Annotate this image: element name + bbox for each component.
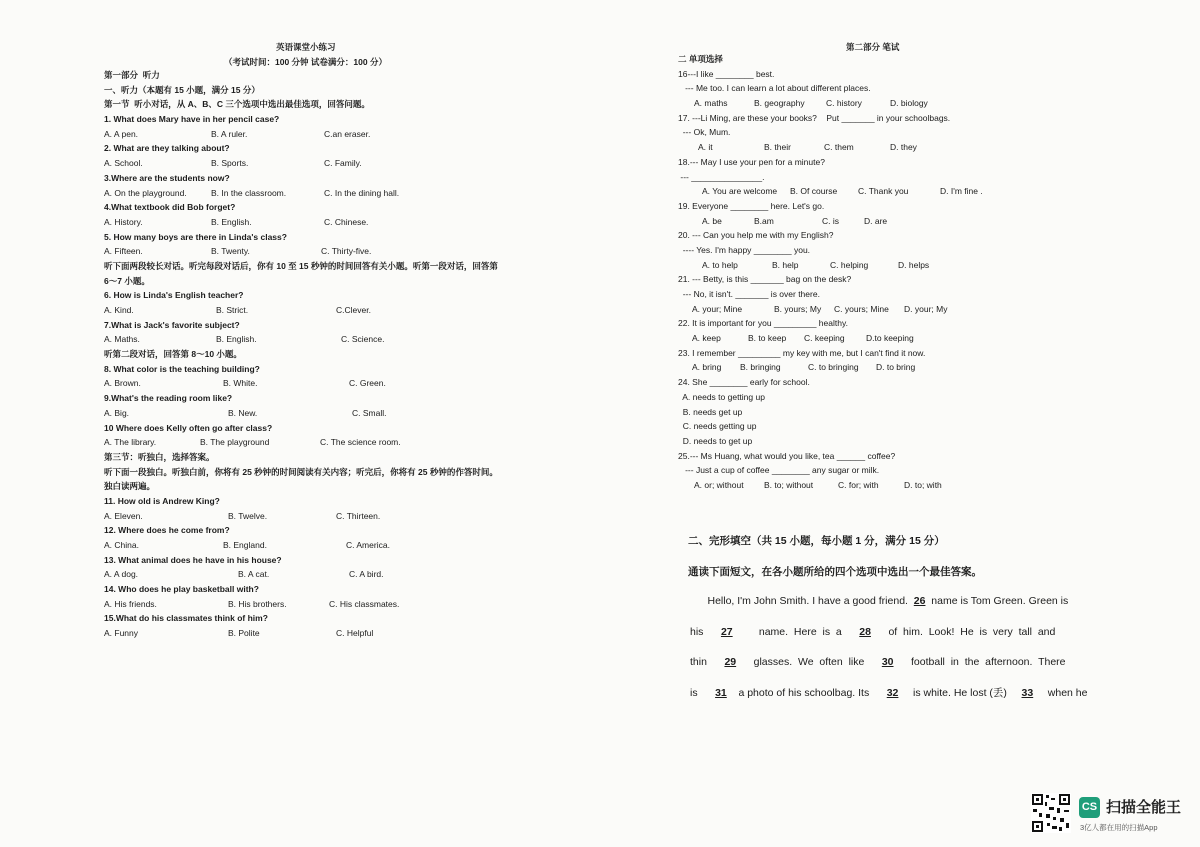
answer-option: B. bringing bbox=[740, 362, 781, 373]
answer-option: B. New. bbox=[228, 407, 258, 418]
question-text: 独白读两遍。 bbox=[104, 481, 156, 492]
option-row bbox=[104, 538, 524, 553]
blank-number: 33 bbox=[1021, 686, 1034, 699]
option-row bbox=[678, 140, 1118, 155]
answer-option: A. School. bbox=[104, 158, 143, 169]
text-line: 16---I like ________ best. bbox=[678, 68, 775, 79]
passage-line bbox=[690, 617, 1110, 648]
option-row bbox=[678, 96, 1118, 111]
answer-option: A. China. bbox=[104, 540, 139, 550]
passage-text: football in the afternoon. There bbox=[893, 656, 1066, 668]
option-row bbox=[678, 258, 1118, 273]
text-line: 25.--- Ms Huang, what would you like, tea ______ coffee? bbox=[678, 450, 896, 461]
answer-option: D. they bbox=[890, 142, 917, 153]
text-line: A. needs to getting up bbox=[678, 391, 765, 402]
answer-option: C. Thank you bbox=[858, 186, 909, 197]
question-text: 6. How is Linda's English teacher? bbox=[104, 290, 244, 301]
question-text: 二 单项选择 bbox=[678, 54, 723, 64]
answer-option: B. English. bbox=[216, 334, 257, 345]
option-row bbox=[678, 302, 1118, 317]
option-row bbox=[104, 376, 524, 391]
answer-option: A. it bbox=[698, 142, 713, 153]
text-line: --- _______________. bbox=[678, 171, 765, 182]
question-text: 第一节 听小对话，从 A、B、C 三个选项中选出最佳选项，回答问题。 bbox=[104, 99, 370, 110]
option-row bbox=[104, 567, 524, 582]
option-row bbox=[104, 215, 524, 230]
answer-option: C. Science. bbox=[341, 334, 385, 345]
answer-option: B. geography bbox=[754, 98, 805, 109]
answer-option: C. A bird. bbox=[349, 569, 384, 580]
answer-option: C. to bringing bbox=[808, 362, 859, 373]
question-text: 1. What does Mary have in her pencil case? bbox=[104, 114, 280, 125]
answer-option: B. In the classroom. bbox=[211, 187, 287, 198]
passage-text: name is Tom Green. Green is bbox=[925, 595, 1069, 607]
answer-option: B. The playground bbox=[200, 437, 270, 448]
passage-text: thin bbox=[690, 656, 725, 668]
passage-text: his bbox=[690, 625, 721, 638]
answer-option: A. His friends. bbox=[104, 598, 157, 609]
text-line: --- Me too. I can learn a lot about different places. bbox=[678, 83, 871, 94]
passage-line bbox=[690, 647, 1110, 678]
answer-option: D.to keeping bbox=[866, 333, 914, 344]
text-line: --- Just a cup of coffee ________ any sugar or milk. bbox=[678, 465, 880, 476]
option-row bbox=[104, 127, 524, 142]
answer-option: A. Fifteen. bbox=[104, 246, 143, 257]
answer-option: A. A pen. bbox=[104, 128, 139, 139]
answer-option: A. bring bbox=[692, 362, 722, 373]
answer-option: C. America. bbox=[346, 540, 390, 550]
answer-option: C. Family. bbox=[324, 158, 362, 169]
question-text: 第一部分 听力 bbox=[104, 70, 160, 80]
passage-text: is bbox=[690, 686, 716, 699]
answer-option: A. be bbox=[702, 215, 722, 226]
question-text: 13. What animal does he have in his house? bbox=[104, 554, 282, 565]
question-text: 15.What do his classmates think of him? bbox=[104, 613, 268, 624]
answer-option: C. them bbox=[824, 142, 854, 153]
option-row bbox=[104, 626, 524, 641]
question-text: 10 Where does Kelly often go after class? bbox=[104, 422, 273, 433]
answer-option: A. History. bbox=[104, 216, 143, 227]
single-choice-section bbox=[678, 52, 1118, 493]
option-row bbox=[104, 406, 524, 421]
answer-option: A. Big. bbox=[104, 407, 130, 418]
option-row bbox=[678, 360, 1118, 375]
answer-option: B. to; without bbox=[764, 479, 814, 490]
text-line: 20. --- Can you help me with my English? bbox=[678, 230, 834, 241]
answer-option: C. Thirteen. bbox=[336, 510, 381, 521]
answer-option: A. Brown. bbox=[104, 378, 141, 389]
answer-option: A. to help bbox=[702, 259, 738, 270]
question-text: 2. What are they talking about? bbox=[104, 143, 230, 154]
exam-info: （考试时间：100 分钟 试卷满分：100 分） bbox=[224, 57, 387, 67]
text-line: 18.--- May I use your pen for a minute? bbox=[678, 156, 825, 167]
answer-option: A. On the playground. bbox=[104, 187, 187, 198]
answer-option: C.an eraser. bbox=[324, 128, 371, 139]
text-line: --- Ok, Mum. bbox=[678, 127, 731, 138]
answer-option: C. yours; Mine bbox=[834, 303, 889, 314]
answer-option: C. helping bbox=[830, 259, 869, 270]
answer-option: D. your; My bbox=[904, 303, 948, 314]
answer-option: B. their bbox=[764, 142, 791, 153]
answer-option: A. keep bbox=[692, 333, 721, 344]
blank-number: 26 bbox=[913, 595, 926, 607]
listening-section bbox=[104, 68, 524, 641]
right-page-title: 第二部分 笔试 bbox=[846, 42, 900, 52]
text-line: 17. ---Li Ming, are these your books? Put _______ in your schoolbags. bbox=[678, 112, 951, 123]
answer-option: D. helps bbox=[898, 259, 930, 270]
answer-option: C. The science room. bbox=[320, 437, 401, 448]
answer-option: C. Helpful bbox=[336, 628, 374, 639]
camscanner-logo: CS bbox=[1079, 797, 1100, 818]
passage-text: when he bbox=[1033, 686, 1088, 699]
answer-option: C. keeping bbox=[804, 333, 845, 344]
cloze-heading: 二、完形填空（共 15 小题，每小题 1 分，满分 15 分） bbox=[688, 535, 945, 547]
answer-option: B. Polite bbox=[228, 628, 260, 639]
answer-option: A. Maths. bbox=[104, 334, 140, 345]
option-row bbox=[104, 435, 524, 450]
answer-option: A. Kind. bbox=[104, 305, 134, 315]
left-page-title: 英语课堂小练习 bbox=[276, 42, 336, 52]
answer-option: A. or; without bbox=[694, 479, 744, 490]
answer-option: D. are bbox=[864, 215, 888, 226]
question-text: 听第二段对话，回答第 8～10 小题。 bbox=[104, 349, 242, 360]
answer-option: B. England. bbox=[223, 540, 267, 550]
option-row bbox=[678, 214, 1118, 229]
app-tagline: 3亿人都在用的扫描App bbox=[1080, 823, 1158, 832]
text-line: D. needs to get up bbox=[678, 435, 753, 446]
blank-number: 29 bbox=[724, 656, 737, 668]
answer-option: C. is bbox=[822, 215, 839, 226]
answer-option: B. yours; My bbox=[774, 303, 822, 314]
blank-number: 31 bbox=[715, 686, 727, 699]
question-text: 12. Where does he come from? bbox=[104, 525, 230, 536]
passage-line bbox=[690, 586, 1110, 617]
answer-option: C. for; with bbox=[838, 479, 879, 490]
answer-option: B. help bbox=[772, 259, 799, 270]
answer-option: A. You are welcome bbox=[702, 186, 778, 197]
answer-option: B. to keep bbox=[748, 333, 787, 344]
option-row bbox=[104, 186, 524, 201]
answer-option: C. His classmates. bbox=[329, 598, 400, 609]
text-line: C. needs getting up bbox=[678, 421, 757, 432]
answer-option: A. Funny bbox=[104, 628, 139, 639]
answer-option: D. to; with bbox=[904, 479, 942, 490]
option-row bbox=[104, 509, 524, 524]
answer-option: A. Eleven. bbox=[104, 510, 143, 521]
answer-option: C. history bbox=[826, 98, 862, 109]
answer-option: B. A cat. bbox=[238, 569, 270, 580]
text-line: 24. She ________ early for school. bbox=[678, 377, 810, 388]
question-text: 听下面一段独白。听独白前，你将有 25 秒钟的时间阅读有关内容；听完后，你将有 25 秒钟的作答时间。 bbox=[104, 466, 498, 477]
qr-code-icon bbox=[1031, 793, 1071, 833]
answer-option: B. His brothers. bbox=[228, 598, 287, 609]
question-text: 一、听力（本题有 15 小题，满分 15 分） bbox=[104, 84, 260, 95]
option-row bbox=[104, 332, 524, 347]
passage-text: a photo of his schoolbag. Its bbox=[726, 686, 887, 699]
passage-text: Hello, I'm John Smith. I have a good friend. bbox=[690, 595, 914, 607]
text-line: 22. It is important for you _________ healthy. bbox=[678, 318, 848, 329]
text-line: 19. Everyone ________ here. Let's go. bbox=[678, 200, 825, 211]
question-text: 5. How many boys are there in Linda's class? bbox=[104, 231, 287, 242]
blank-number: 30 bbox=[881, 656, 894, 668]
answer-option: C. Chinese. bbox=[324, 216, 369, 227]
answer-option: B. English. bbox=[211, 216, 252, 227]
blank-number: 32 bbox=[886, 686, 899, 699]
question-text: 6～7 小题。 bbox=[104, 275, 150, 286]
question-text: 听下面两段较长对话。听完每段对话后，你有 10 至 15 秒钟的时间回答有关小题。听第一段对话，回答第 bbox=[104, 260, 498, 271]
passage-text: is white. He lost (丢) bbox=[898, 686, 1022, 699]
passage-text: name. Here is a bbox=[732, 625, 860, 638]
answer-option: C.Clever. bbox=[336, 305, 371, 315]
question-text: 第三节：听独白，选择答案。 bbox=[104, 451, 215, 462]
option-row bbox=[678, 331, 1118, 346]
answer-option: B. Of course bbox=[790, 186, 838, 197]
text-line: B. needs get up bbox=[678, 406, 743, 417]
answer-option: A. maths bbox=[694, 98, 728, 109]
passage-text: of him. Look! He is very tall and bbox=[870, 625, 1056, 638]
text-line: 23. I remember _________ my key with me, but I can't find it now. bbox=[678, 347, 926, 358]
answer-option: B. Twelve. bbox=[228, 510, 268, 521]
answer-option: B. A ruler. bbox=[211, 128, 248, 139]
text-line: 21. --- Betty, is this _______ bag on the desk? bbox=[678, 274, 852, 285]
question-text: 3.Where are the students now? bbox=[104, 172, 230, 183]
answer-option: D. to bring bbox=[876, 362, 916, 373]
option-row bbox=[678, 478, 1118, 493]
question-text: 11. How old is Andrew King? bbox=[104, 495, 220, 506]
question-text: 4.What textbook did Bob forget? bbox=[104, 202, 236, 213]
answer-option: A. your; Mine bbox=[692, 303, 743, 314]
cloze-passage bbox=[690, 586, 1110, 708]
option-row bbox=[104, 244, 524, 259]
option-row bbox=[104, 156, 524, 171]
question-text: 8. What color is the teaching building? bbox=[104, 363, 260, 374]
question-text: 9.What's the reading room like? bbox=[104, 393, 233, 404]
answer-option: B.am bbox=[754, 215, 774, 226]
answer-option: C. Small. bbox=[352, 407, 387, 418]
passage-text: glasses. We often like bbox=[736, 656, 882, 668]
answer-option: A. The library. bbox=[104, 437, 157, 448]
answer-option: A. A dog. bbox=[104, 569, 139, 580]
answer-option: C. In the dining hall. bbox=[324, 187, 400, 198]
question-text: 14. Who does he play basketball with? bbox=[104, 584, 259, 595]
answer-option: B. White. bbox=[223, 378, 258, 389]
option-row bbox=[678, 184, 1118, 199]
answer-option: C. Green. bbox=[349, 378, 386, 389]
blank-number: 28 bbox=[859, 625, 871, 638]
app-name: 扫描全能王 bbox=[1106, 799, 1182, 816]
answer-option: B. Sports. bbox=[211, 158, 249, 169]
answer-option: C. Thirty-five. bbox=[321, 246, 372, 257]
answer-option: D. I'm fine . bbox=[940, 186, 983, 197]
option-row bbox=[104, 303, 524, 318]
cloze-instruction: 通读下面短文，在各小题所给的四个选项中选出一个最佳答案。 bbox=[688, 566, 982, 578]
text-line: --- No, it isn't. _______ is over there. bbox=[678, 289, 820, 299]
answer-option: D. biology bbox=[890, 98, 928, 109]
question-text: 7.What is Jack's favorite subject? bbox=[104, 319, 240, 330]
blank-number: 27 bbox=[720, 625, 733, 638]
option-row bbox=[104, 597, 524, 612]
passage-line bbox=[690, 678, 1110, 709]
answer-option: B. Strict. bbox=[216, 305, 249, 315]
answer-option: B. Twenty. bbox=[211, 246, 250, 257]
text-line: ---- Yes. I'm happy ________ you. bbox=[678, 244, 811, 255]
